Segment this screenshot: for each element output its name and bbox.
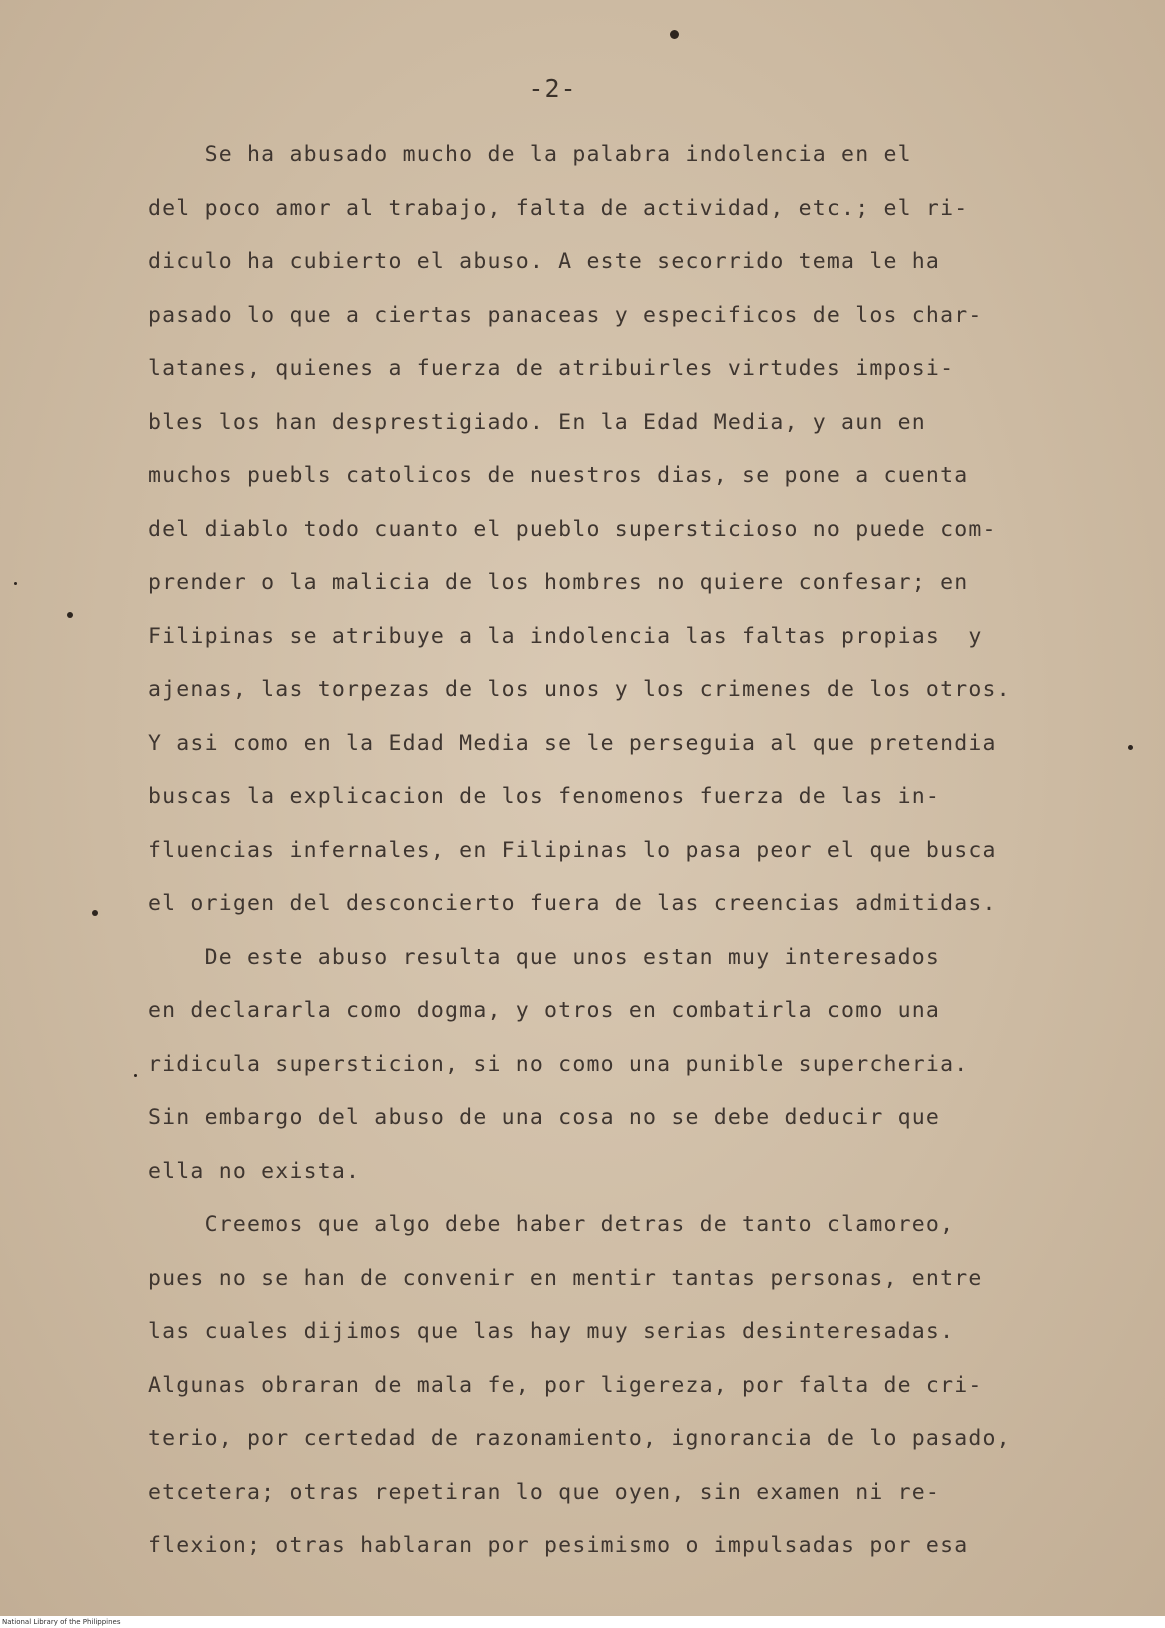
text-line: bles los han desprestigiado. En la Edad Media, y aun en <box>148 409 926 435</box>
text-line: latanes, quienes a fuerza de atribuirles virtudes imposi- <box>148 356 955 381</box>
ink-speck <box>92 910 98 916</box>
text-line: Y asi como en la Edad Media se le perseguia al que pretendia <box>148 730 997 756</box>
text-line: del diablo todo cuanto el pueblo supersticioso no puede com- <box>148 516 997 542</box>
text-line: Sin embargo del abuso de una cosa no se debe deducir que <box>148 1105 941 1130</box>
text-line: en declararla como dogma, y otros en combatirla como una <box>148 998 941 1023</box>
text-line: ridicula supersticion, si no como una punible supercheria. <box>148 1051 969 1077</box>
text-line: Creemos que algo debe haber detras de tanto clamoreo, <box>148 1212 955 1237</box>
text-line: etcetera; otras repetiran lo que oyen, sin examen ni re- <box>148 1479 941 1505</box>
text-line: pues no se han de convenir en mentir tantas personas, entre <box>148 1265 983 1291</box>
text-line: las cuales dijimos que las hay muy serias desinteresadas. <box>148 1319 955 1344</box>
text-line: flexion; otras hablaran por pesimismo o impulsadas por esa <box>148 1533 969 1558</box>
ink-speck <box>134 1074 137 1077</box>
text-line: del poco amor al trabajo, falta de actividad, etc.; el ri- <box>148 195 969 221</box>
body-text <box>148 128 1108 1573</box>
text-line: ella no exista. <box>148 1158 361 1184</box>
text-line: diculo ha cubierto el abuso. A este secorrido tema le ha <box>148 249 941 274</box>
ink-speck <box>67 612 73 618</box>
text-line: Algunas obraran de mala fe, por ligereza, por falta de cri- <box>148 1372 983 1398</box>
text-line: ajenas, las torpezas de los unos y los crimenes de los otros. <box>148 677 1011 702</box>
text-line: De este abuso resulta que unos estan muy interesados <box>148 944 941 970</box>
text-line: Filipinas se atribuye a la indolencia las faltas propias y <box>148 623 983 649</box>
text-line: Se ha abusado mucho de la palabra indolencia en el <box>148 142 912 167</box>
text-line: prender o la malicia de los hombres no quiere confesar; en <box>148 570 969 595</box>
footer-credit: National Library of the Philippines <box>0 1616 1165 1628</box>
ink-speck <box>14 582 17 585</box>
text-line: fluencias infernales, en Filipinas lo pasa peor el que busca <box>148 837 997 863</box>
text-line: buscas la explicacion de los fenomenos fuerza de las in- <box>148 784 941 809</box>
text-line: terio, por certedad de razonamiento, ignorancia de lo pasado, <box>148 1426 1011 1451</box>
ink-speck <box>670 30 679 39</box>
page-number: -2- <box>528 74 577 103</box>
text-line: muchos puebls catolicos de nuestros dias, se pone a cuenta <box>148 463 969 488</box>
ink-speck <box>1128 745 1133 750</box>
text-line: el origen del desconcierto fuera de las creencias admitidas. <box>148 891 997 916</box>
text-line: pasado lo que a ciertas panaceas y especificos de los char- <box>148 302 983 328</box>
